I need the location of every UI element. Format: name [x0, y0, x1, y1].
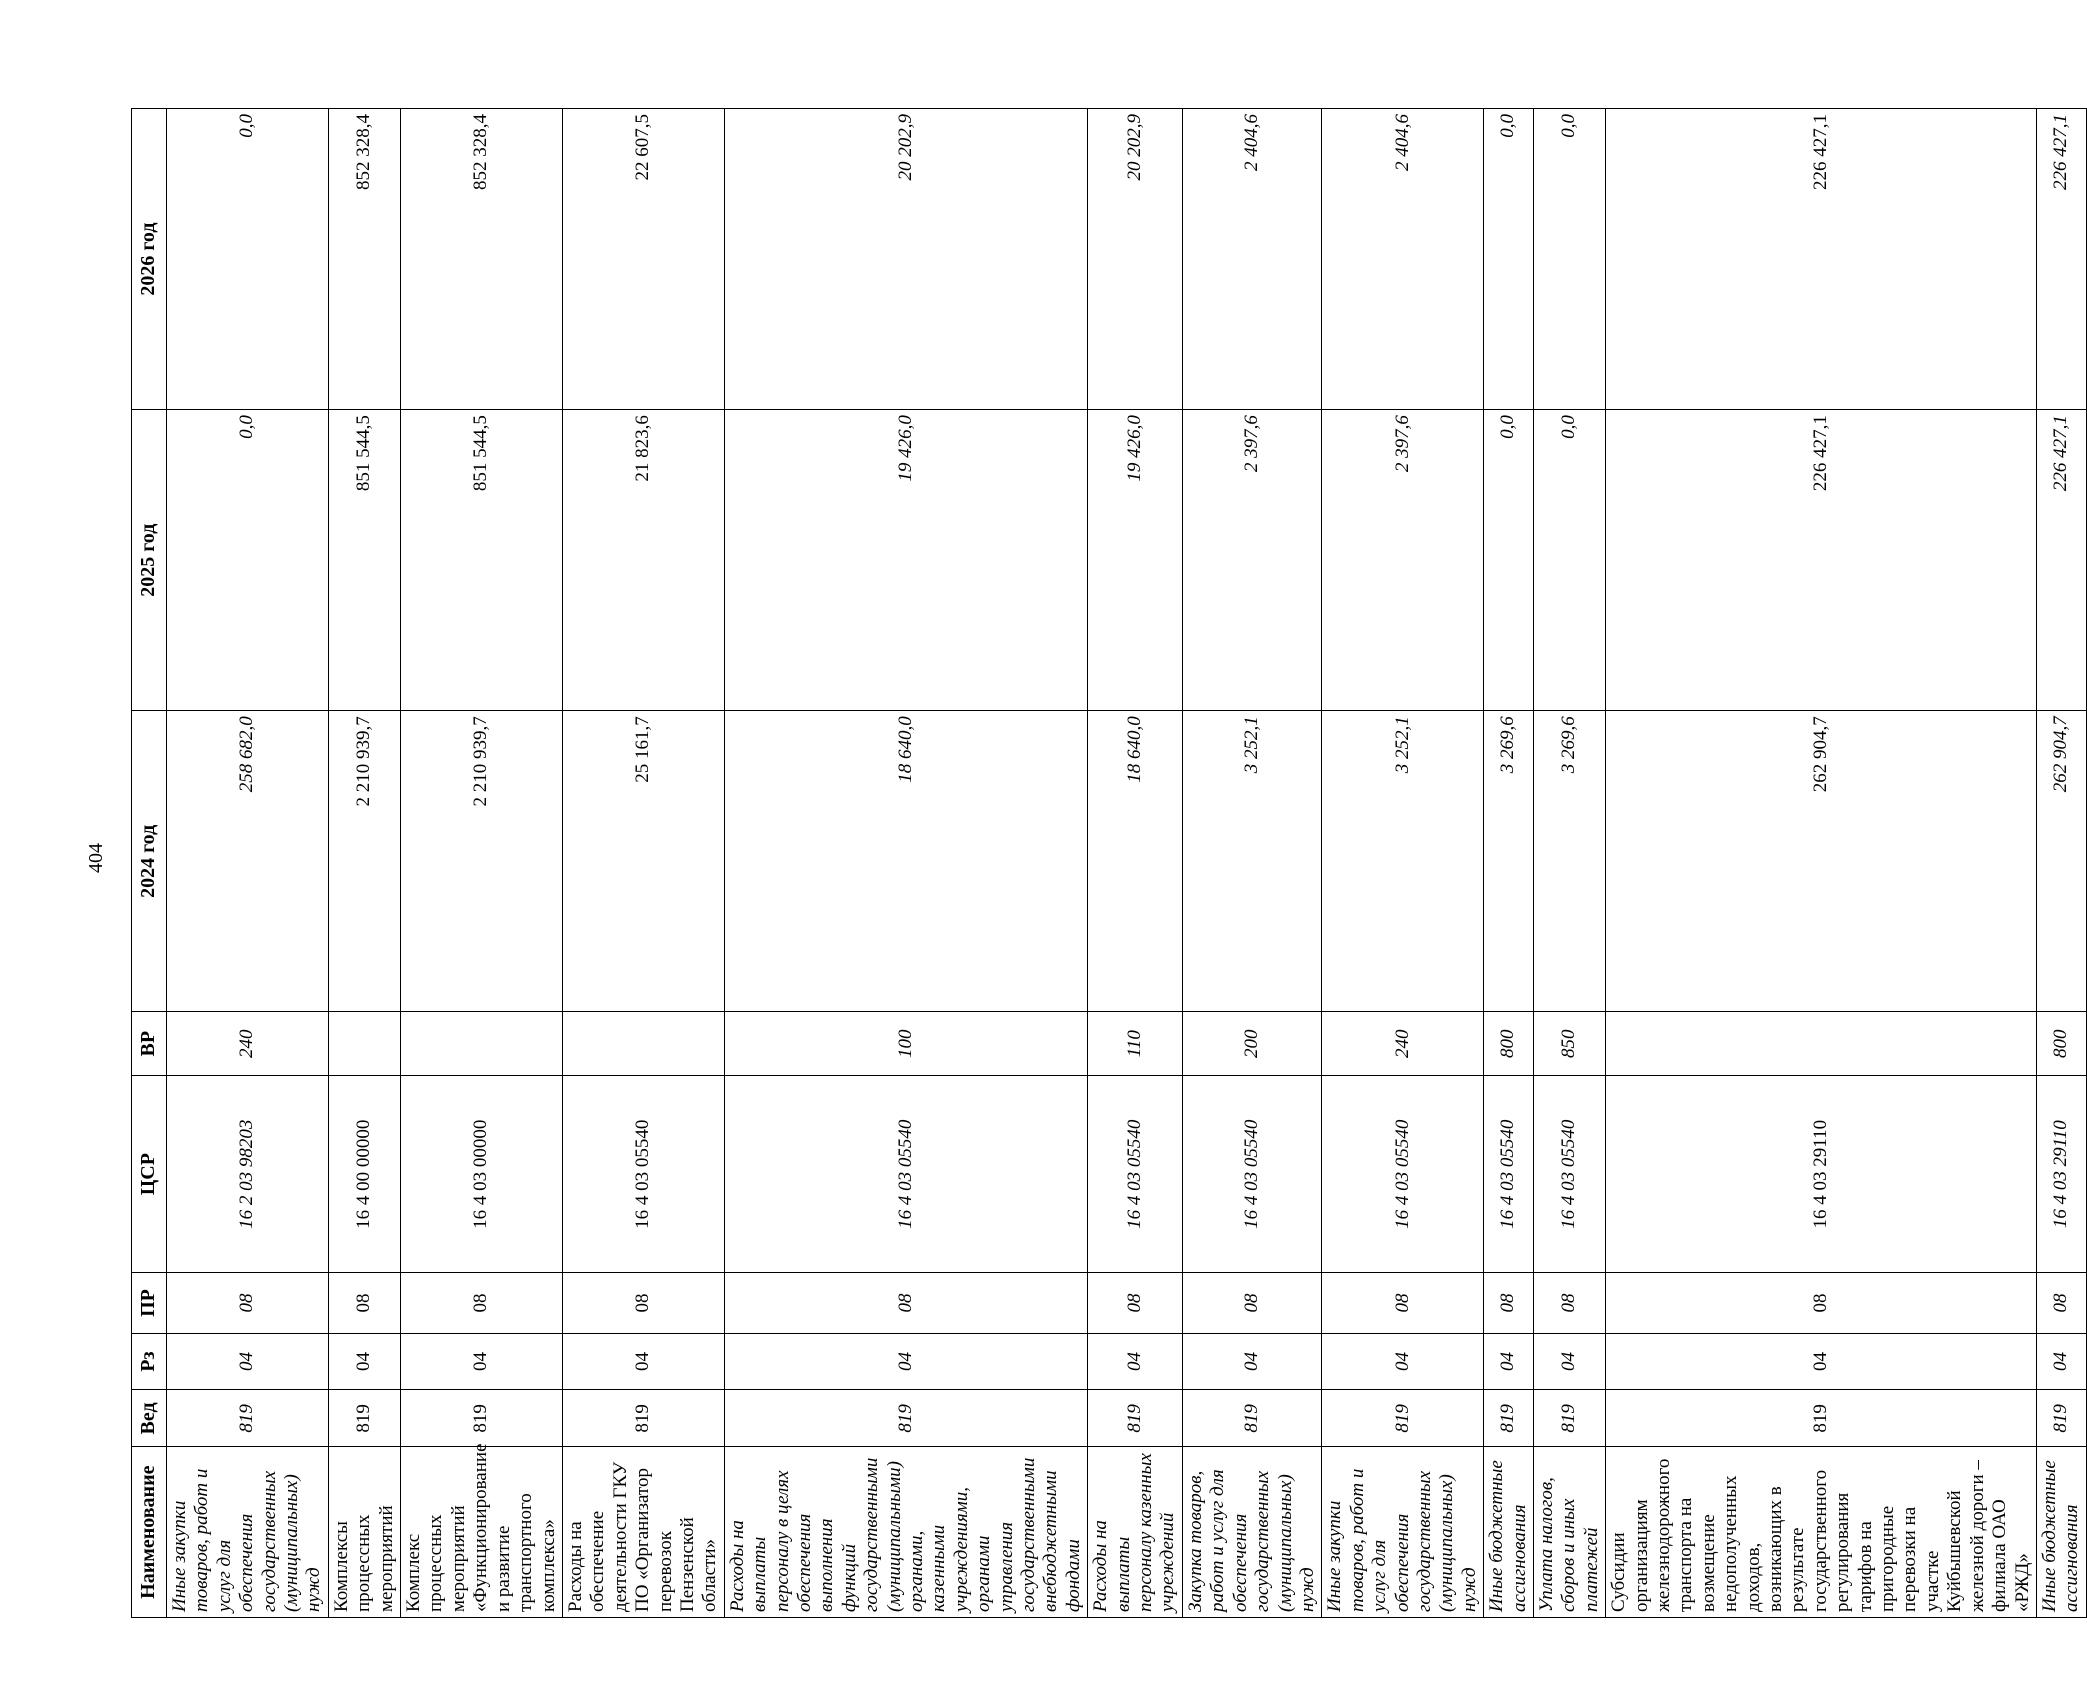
table-row	[2036, 109, 2086, 1618]
cell-y2025: 851 544,5	[328, 410, 400, 711]
cell-rz: 04	[1606, 1333, 2037, 1390]
cell-y2026: 2 404,6	[1182, 109, 1321, 410]
cell-csr: 16 4 03 05540	[1484, 1075, 1534, 1272]
cell-y2025: 2 397,6	[1322, 410, 1484, 711]
cell-csr: 16 4 03 05540	[1182, 1075, 1321, 1272]
cell-pr: 08	[562, 1273, 724, 1333]
cell-y2024: 3 252,1	[1322, 711, 1484, 1012]
cell-csr: 16 4 03 29110	[2036, 1075, 2086, 1272]
cell-vr	[562, 1012, 724, 1076]
cell-name: Закупка товаров, работ и услуг для обеспечения государственных (муниципальных) нужд	[1182, 1447, 1321, 1618]
cell-pr: 08	[1606, 1273, 2037, 1333]
header-2025: 2025 год	[132, 410, 167, 711]
table-row	[401, 109, 563, 1618]
cell-name: Комплекс процессных мероприятий «Функционирование и развитие транспортного комплекса»	[401, 1447, 563, 1618]
header-csr: ЦСР	[132, 1075, 167, 1272]
cell-y2025: 19 426,0	[1088, 410, 1183, 711]
cell-ved: 819	[328, 1390, 400, 1447]
cell-csr: 16 4 03 05540	[724, 1075, 1088, 1272]
cell-y2024: 18 640,0	[1088, 711, 1183, 1012]
cell-pr: 08	[1088, 1273, 1183, 1333]
cell-pr: 08	[724, 1273, 1088, 1333]
cell-name: Комплексы процессных мероприятий	[328, 1447, 400, 1618]
rotated-table-frame	[131, 108, 2083, 1618]
header-pr: ПР	[132, 1273, 167, 1333]
cell-ved: 819	[724, 1390, 1088, 1447]
cell-ved: 819	[1484, 1390, 1534, 1447]
cell-vr	[1606, 1012, 2037, 1076]
cell-rz: 04	[1533, 1333, 1605, 1390]
cell-ved: 819	[1533, 1390, 1605, 1447]
cell-vr: 240	[167, 1012, 329, 1076]
cell-y2024: 25 161,7	[562, 711, 724, 1012]
cell-csr: 16 4 03 00000	[401, 1075, 563, 1272]
cell-ved: 819	[1606, 1390, 2037, 1447]
cell-y2024: 2 210 939,7	[401, 711, 563, 1012]
table-row	[328, 109, 400, 1618]
header-name: Наименование	[132, 1447, 167, 1618]
cell-y2025: 19 426,0	[724, 410, 1088, 711]
cell-y2025: 0,0	[1533, 410, 1605, 711]
cell-vr: 850	[1533, 1012, 1605, 1076]
cell-name: Иные закупки товаров, работ и услуг для обеспечения государственных (муниципальных) нужд	[1322, 1447, 1484, 1618]
cell-y2026: 22 607,5	[562, 109, 724, 410]
cell-y2024: 3 252,1	[1182, 711, 1321, 1012]
cell-pr: 08	[167, 1273, 329, 1333]
cell-y2025: 0,0	[167, 410, 329, 711]
budget-table-container	[131, 108, 2083, 1618]
cell-y2024: 3 269,6	[1533, 711, 1605, 1012]
cell-ved: 819	[401, 1390, 563, 1447]
cell-y2025: 226 427,1	[2036, 410, 2086, 711]
cell-rz: 04	[562, 1333, 724, 1390]
cell-vr	[401, 1012, 563, 1076]
cell-name: Субсидии организациям железнодорожного транспорта на возмещение недополученных доходов, возникающих в результате государственного регулирования тарифов на пригородные перевозки на участке Куйбышевской железной дороги – филиала ОАО «РЖД»	[1606, 1447, 2037, 1618]
cell-y2026: 226 427,1	[1606, 109, 2037, 410]
cell-pr: 08	[328, 1273, 400, 1333]
cell-vr: 200	[1182, 1012, 1321, 1076]
cell-name: Расходы на обеспечение деятельности ГКУ ПО «Организатор перевозок Пензенской области»	[562, 1447, 724, 1618]
table-header-row	[132, 109, 167, 1618]
cell-y2024: 3 269,6	[1484, 711, 1534, 1012]
cell-rz: 04	[1088, 1333, 1183, 1390]
cell-y2024: 258 682,0	[167, 711, 329, 1012]
cell-vr: 240	[1322, 1012, 1484, 1076]
table-row	[1182, 109, 1321, 1618]
cell-csr: 16 4 03 05540	[562, 1075, 724, 1272]
cell-csr: 16 4 00 00000	[328, 1075, 400, 1272]
cell-y2026: 2 404,6	[1322, 109, 1484, 410]
table-body	[167, 109, 2087, 1618]
cell-y2025: 851 544,5	[401, 410, 563, 711]
cell-ved: 819	[167, 1390, 329, 1447]
cell-y2026: 852 328,4	[401, 109, 563, 410]
table-row	[1606, 109, 2037, 1618]
cell-y2026: 0,0	[1533, 109, 1605, 410]
cell-ved: 819	[562, 1390, 724, 1447]
cell-rz: 04	[328, 1333, 400, 1390]
cell-y2026: 0,0	[1484, 109, 1534, 410]
cell-ved: 819	[1322, 1390, 1484, 1447]
cell-csr: 16 2 03 98203	[167, 1075, 329, 1272]
cell-vr: 110	[1088, 1012, 1183, 1076]
cell-rz: 04	[401, 1333, 563, 1390]
cell-y2024: 262 904,7	[2036, 711, 2086, 1012]
cell-vr: 100	[724, 1012, 1088, 1076]
cell-rz: 04	[1182, 1333, 1321, 1390]
header-ved: Вед	[132, 1390, 167, 1447]
cell-ved: 819	[1088, 1390, 1183, 1447]
cell-y2025: 21 823,6	[562, 410, 724, 711]
cell-y2025: 0,0	[1484, 410, 1534, 711]
cell-y2026: 0,0	[167, 109, 329, 410]
cell-rz: 04	[724, 1333, 1088, 1390]
cell-ved: 819	[2036, 1390, 2086, 1447]
header-vr: ВР	[132, 1012, 167, 1076]
table-row	[167, 109, 329, 1618]
cell-y2025: 226 427,1	[1606, 410, 2037, 711]
cell-name: Иные бюджетные ассигнования	[2036, 1447, 2086, 1618]
cell-ved: 819	[1182, 1390, 1321, 1447]
cell-pr: 08	[1182, 1273, 1321, 1333]
cell-rz: 04	[1322, 1333, 1484, 1390]
header-rz: Рз	[132, 1333, 167, 1390]
cell-csr: 16 4 03 05540	[1533, 1075, 1605, 1272]
cell-csr: 16 4 03 05540	[1322, 1075, 1484, 1272]
budget-table	[131, 108, 2087, 1618]
cell-name: Расходы на выплаты персоналу казенных учреждений	[1088, 1447, 1183, 1618]
cell-vr: 800	[2036, 1012, 2086, 1076]
cell-y2024: 262 904,7	[1606, 711, 2037, 1012]
page-number: 404	[85, 843, 107, 873]
cell-csr: 16 4 03 29110	[1606, 1075, 2037, 1272]
cell-pr: 08	[1322, 1273, 1484, 1333]
cell-name: Уплата налогов, сборов и иных платежей	[1533, 1447, 1605, 1618]
table-row	[562, 109, 724, 1618]
cell-y2026: 852 328,4	[328, 109, 400, 410]
cell-rz: 04	[2036, 1333, 2086, 1390]
cell-y2024: 18 640,0	[724, 711, 1088, 1012]
cell-y2026: 20 202,9	[1088, 109, 1183, 410]
cell-y2025: 2 397,6	[1182, 410, 1321, 711]
cell-rz: 04	[1484, 1333, 1534, 1390]
cell-vr: 800	[1484, 1012, 1534, 1076]
cell-name: Расходы на выплаты персоналу в целях обеспечения выполнения функций государственными (муниципальными) органами, казенными учреждениями, органами управления государственными внебюджетными фондами	[724, 1447, 1088, 1618]
table-row	[1533, 109, 1605, 1618]
cell-pr: 08	[2036, 1273, 2086, 1333]
cell-pr: 08	[401, 1273, 563, 1333]
cell-name: Иные бюджетные ассигнования	[1484, 1447, 1534, 1618]
cell-vr	[328, 1012, 400, 1076]
cell-name: Иные закупки товаров, работ и услуг для обеспечения государственных (муниципальных) нужд	[167, 1447, 329, 1618]
cell-rz: 04	[167, 1333, 329, 1390]
cell-pr: 08	[1484, 1273, 1534, 1333]
cell-y2026: 226 427,1	[2036, 109, 2086, 410]
cell-pr: 08	[1533, 1273, 1605, 1333]
table-row	[1322, 109, 1484, 1618]
cell-y2026: 20 202,9	[724, 109, 1088, 410]
header-2026: 2026 год	[132, 109, 167, 410]
table-row	[1484, 109, 1534, 1618]
table-row	[1088, 109, 1183, 1618]
table-row	[724, 109, 1088, 1618]
cell-csr: 16 4 03 05540	[1088, 1075, 1183, 1272]
header-2024: 2024 год	[132, 711, 167, 1012]
cell-y2024: 2 210 939,7	[328, 711, 400, 1012]
